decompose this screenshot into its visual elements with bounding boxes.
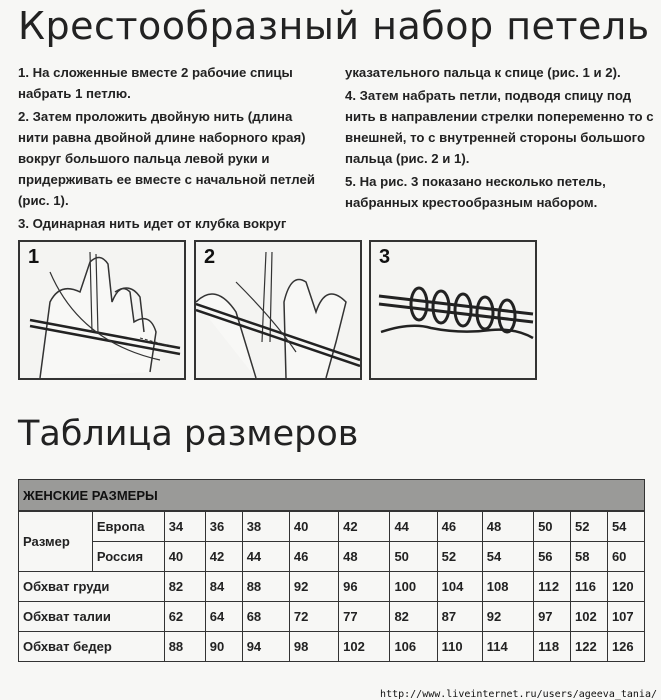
table-cell: 114 xyxy=(482,632,533,662)
russia-label: Россия xyxy=(92,542,164,572)
watermark-url: http://www.liveinternet.ru/users/ageeva_tania/ xyxy=(380,689,657,700)
waist-row xyxy=(19,602,645,632)
table-cell: 104 xyxy=(437,572,482,602)
cast-on-loops-illustration xyxy=(371,242,535,378)
table-cell: 44 xyxy=(390,511,437,542)
table-cell: 44 xyxy=(242,542,289,572)
table-cell: 92 xyxy=(289,572,338,602)
table-cell: 110 xyxy=(437,632,482,662)
table-cell: 106 xyxy=(390,632,437,662)
table-cell: 118 xyxy=(534,632,571,662)
size-table xyxy=(18,479,645,662)
bust-row xyxy=(19,572,645,602)
instructions-right xyxy=(345,62,655,215)
table-cell: 82 xyxy=(164,572,205,602)
table-cell: 87 xyxy=(437,602,482,632)
table-cell: 64 xyxy=(205,602,242,632)
table-cell: 46 xyxy=(437,511,482,542)
table-cell: 62 xyxy=(164,602,205,632)
table-cell: 88 xyxy=(242,572,289,602)
step-1: 1. На сложенные вместе 2 рабочие спицы набрать 1 петлю. xyxy=(18,65,293,101)
table-cell: 56 xyxy=(534,542,571,572)
table-cell: 96 xyxy=(339,572,390,602)
table-cell: 100 xyxy=(390,572,437,602)
table-cell: 50 xyxy=(390,542,437,572)
table-cell: 40 xyxy=(289,511,338,542)
europe-row xyxy=(19,511,645,542)
table-cell: 42 xyxy=(205,542,242,572)
step-3: 3. Одинарная нить идет от клубка вокруг xyxy=(18,216,287,231)
table-cell: 82 xyxy=(390,602,437,632)
table-cell: 88 xyxy=(164,632,205,662)
hips-row xyxy=(19,632,645,662)
table-cell: 50 xyxy=(534,511,571,542)
table-cell: 116 xyxy=(571,572,608,602)
table-cell: 126 xyxy=(607,632,644,662)
figure-3 xyxy=(369,240,537,380)
hand-knitting-illustration-1 xyxy=(20,242,184,378)
step-3-cont: указательного пальца к спице (рис. 1 и 2). xyxy=(345,65,621,80)
table-cell: 46 xyxy=(289,542,338,572)
figure-2-label: 2 xyxy=(204,246,216,268)
table-cell: 42 xyxy=(339,511,390,542)
table-cell: 54 xyxy=(607,511,644,542)
table-header: ЖЕНСКИЕ РАЗМЕРЫ xyxy=(19,480,645,512)
size-label: Размер xyxy=(19,511,93,572)
table-cell: 90 xyxy=(205,632,242,662)
table-cell: 107 xyxy=(607,602,644,632)
table-cell: 48 xyxy=(482,511,533,542)
table-cell: 52 xyxy=(571,511,608,542)
step-2: 2. Затем проложить двойную нить (длина нити равна двойной длине наборного края) вокруг большого пальца левой руки и придерживать ее вместе с начальной петлей (рис. 1). xyxy=(18,109,315,208)
table-cell: 92 xyxy=(482,602,533,632)
table-title: Таблица размеров xyxy=(18,414,359,454)
figure-1 xyxy=(18,240,186,380)
step-5: 5. На рис. 3 показано несколько петель, набранных крестообразным набором. xyxy=(345,174,606,210)
figure-1-label: 1 xyxy=(28,246,40,268)
russia-row xyxy=(19,542,645,572)
table-cell: 98 xyxy=(289,632,338,662)
table-cell: 102 xyxy=(339,632,390,662)
table-cell: 68 xyxy=(242,602,289,632)
page-title: Крестообразный набор петель xyxy=(18,4,650,48)
waist-label: Обхват талии xyxy=(19,602,165,632)
table-cell: 38 xyxy=(242,511,289,542)
hips-label: Обхват бедер xyxy=(19,632,165,662)
bust-label: Обхват груди xyxy=(19,572,165,602)
table-cell: 58 xyxy=(571,542,608,572)
table-header-row xyxy=(19,480,645,512)
table-cell: 34 xyxy=(164,511,205,542)
table-cell: 40 xyxy=(164,542,205,572)
table-cell: 102 xyxy=(571,602,608,632)
hand-knitting-illustration-2 xyxy=(196,242,360,378)
table-cell: 77 xyxy=(339,602,390,632)
table-cell: 72 xyxy=(289,602,338,632)
table-cell: 108 xyxy=(482,572,533,602)
table-cell: 60 xyxy=(607,542,644,572)
table-cell: 52 xyxy=(437,542,482,572)
table-cell: 112 xyxy=(534,572,571,602)
table-cell: 54 xyxy=(482,542,533,572)
europe-label: Европа xyxy=(92,511,164,542)
table-cell: 84 xyxy=(205,572,242,602)
table-cell: 48 xyxy=(339,542,390,572)
figure-2 xyxy=(194,240,362,380)
table-cell: 94 xyxy=(242,632,289,662)
table-cell: 36 xyxy=(205,511,242,542)
instructions-left xyxy=(18,62,324,236)
step-4: 4. Затем набрать петли, подводя спицу под нить в направлении стрелки попеременно то с внешней, то с внутренней стороны большого пальца (рис. 2 и 1). xyxy=(345,88,654,166)
table-cell: 97 xyxy=(534,602,571,632)
table-cell: 122 xyxy=(571,632,608,662)
table-cell: 120 xyxy=(607,572,644,602)
figure-3-label: 3 xyxy=(379,246,391,268)
